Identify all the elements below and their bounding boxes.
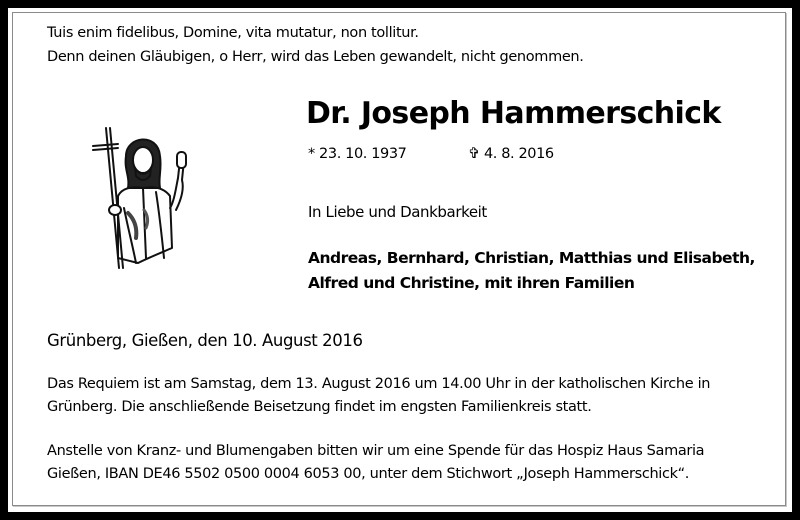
place-and-date: Grünberg, Gießen, den 10. August 2016 xyxy=(47,331,363,350)
deceased-name: Dr. Joseph Hammerschick xyxy=(306,96,721,131)
donation-line-1: Anstelle von Kranz- und Blumengaben bitten wir um eine Spende für das Hospiz Haus Samaria xyxy=(47,443,705,459)
birth-date: * 23. 10. 1937 xyxy=(308,146,407,162)
requiem-line-2: Grünberg. Die anschließende Beisetzung findet im engsten Familienkreis statt. xyxy=(47,399,592,415)
donation-line-2: Gießen, IBAN DE46 5502 0500 0004 6053 00, unter dem Stichwort „Joseph Hammerschick“. xyxy=(47,466,690,482)
requiem-line-1: Das Requiem ist am Samstag, dem 13. August 2016 um 14.00 Uhr in der katholischen Kirche in xyxy=(47,376,711,392)
mourners-line-2: Alfred und Christine, mit ihren Familien xyxy=(308,274,635,292)
mourners-line-1: Andreas, Bernhard, Christian, Matthias und Elisabeth, xyxy=(308,249,755,267)
farewell-text: In Liebe und Dankbarkeit xyxy=(308,203,487,221)
death-date: ✞ 4. 8. 2016 xyxy=(468,146,554,162)
motto-latin: Tuis enim fidelibus, Domine, vita mutatur, non tollitur. xyxy=(47,25,419,41)
christ-with-cross-icon xyxy=(88,118,198,273)
motto-german: Denn deinen Gläubigen, o Herr, wird das Leben gewandelt, nicht genommen. xyxy=(47,49,584,65)
